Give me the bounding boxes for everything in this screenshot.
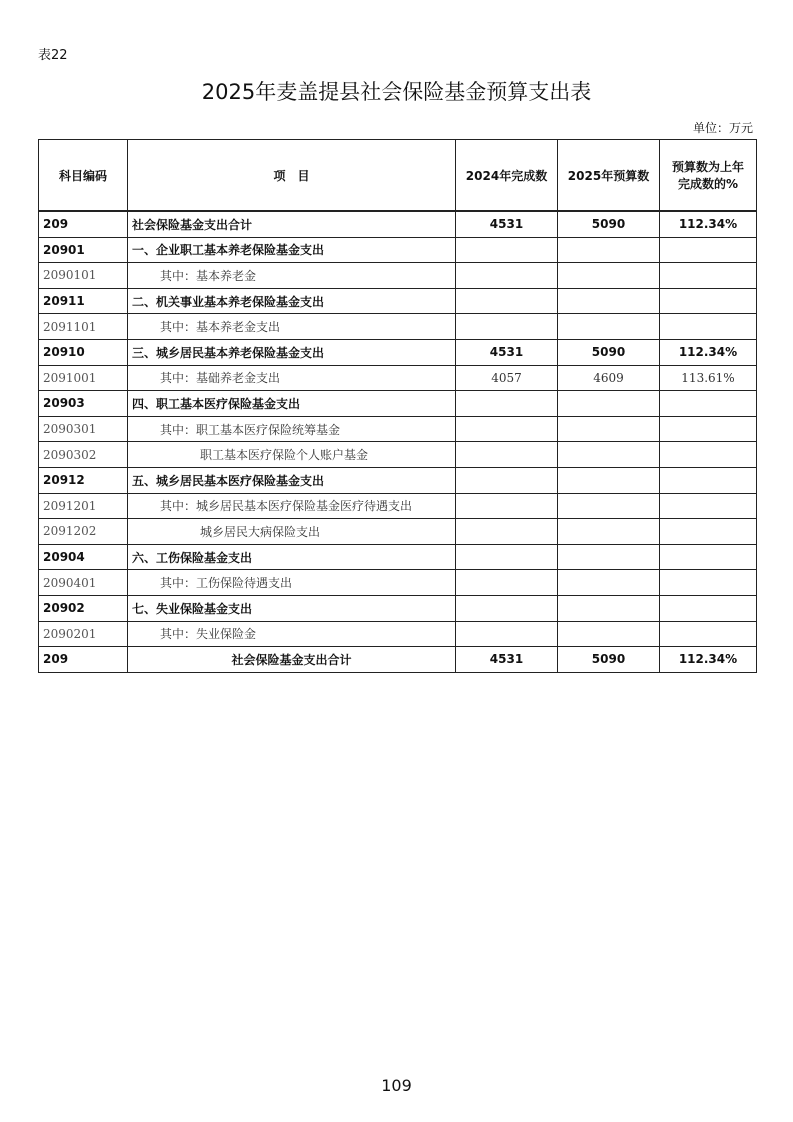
row-budget-2025: [558, 314, 660, 340]
table-row: [39, 595, 757, 621]
row-item: 其中：职工基本医疗保险统筹基金: [128, 416, 456, 442]
row-item: 其中：工伤保险待遇支出: [128, 570, 456, 596]
row-code: 20901: [39, 237, 128, 263]
budget-table: [38, 139, 757, 673]
row-budget-2025: [558, 544, 660, 570]
row-completed-2024: 4057: [456, 365, 558, 391]
row-item: 三、城乡居民基本养老保险基金支出: [128, 339, 456, 365]
row-budget-2025: [558, 416, 660, 442]
row-code: 209: [39, 211, 128, 237]
row-ratio: [660, 570, 757, 596]
row-ratio: [660, 493, 757, 519]
table-row: [39, 263, 757, 289]
row-code: 2090401: [39, 570, 128, 596]
table-row: [39, 365, 757, 391]
row-item: 其中：基本养老金支出: [128, 314, 456, 340]
row-budget-2025: [558, 391, 660, 417]
row-completed-2024: [456, 493, 558, 519]
row-item: 其中：城乡居民基本医疗保险基金医疗待遇支出: [128, 493, 456, 519]
row-budget-2025: 5090: [558, 339, 660, 365]
row-budget-2025: [558, 519, 660, 545]
row-budget-2025: 4609: [558, 365, 660, 391]
page-title: 2025年麦盖提县社会保险基金预算支出表: [201, 80, 592, 104]
row-code: 2090302: [39, 442, 128, 468]
row-budget-2025: 5090: [558, 647, 660, 673]
row-item: 二、机关事业基本养老保险基金支出: [128, 288, 456, 314]
table-row: [39, 391, 757, 417]
row-completed-2024: [456, 288, 558, 314]
row-ratio: [660, 314, 757, 340]
row-completed-2024: [456, 621, 558, 647]
row-completed-2024: [456, 391, 558, 417]
row-code: 209: [39, 647, 128, 673]
table-row: [39, 570, 757, 596]
table-row: [39, 467, 757, 493]
row-budget-2025: [558, 288, 660, 314]
row-code: 2091201: [39, 493, 128, 519]
header-item: 项 目: [128, 140, 456, 212]
row-completed-2024: 4531: [456, 339, 558, 365]
row-completed-2024: [456, 519, 558, 545]
row-code: 20902: [39, 595, 128, 621]
header-budget-2025: 2025年预算数: [558, 140, 660, 212]
page-number: 109: [381, 1076, 412, 1095]
row-ratio: 112.34%: [660, 647, 757, 673]
row-completed-2024: [456, 595, 558, 621]
row-completed-2024: [456, 570, 558, 596]
row-item: 其中：基本养老金: [128, 263, 456, 289]
row-item: 其中：失业保险金: [128, 621, 456, 647]
row-completed-2024: [456, 237, 558, 263]
row-ratio: 112.34%: [660, 339, 757, 365]
row-code: 20912: [39, 467, 128, 493]
row-item: 社会保险基金支出合计: [128, 647, 456, 673]
row-ratio: [660, 467, 757, 493]
row-budget-2025: [558, 442, 660, 468]
row-completed-2024: [456, 416, 558, 442]
row-budget-2025: [558, 570, 660, 596]
row-item: 职工基本医疗保险个人账户基金: [128, 442, 456, 468]
row-code: 20910: [39, 339, 128, 365]
row-item: 七、失业保险基金支出: [128, 595, 456, 621]
row-budget-2025: [558, 237, 660, 263]
header-row: [39, 140, 757, 212]
row-budget-2025: 5090: [558, 211, 660, 237]
table-row: [39, 493, 757, 519]
row-ratio: [660, 237, 757, 263]
table-row: [39, 647, 757, 673]
row-budget-2025: [558, 493, 660, 519]
row-completed-2024: [456, 544, 558, 570]
row-ratio: [660, 391, 757, 417]
unit-label: 单位：万元: [692, 121, 753, 135]
row-ratio: 113.61%: [660, 365, 757, 391]
row-code: 2090301: [39, 416, 128, 442]
row-item: 城乡居民大病保险支出: [128, 519, 456, 545]
row-item: 四、职工基本医疗保险基金支出: [128, 391, 456, 417]
row-ratio: [660, 288, 757, 314]
table-row: [39, 519, 757, 545]
table-row: [39, 544, 757, 570]
row-ratio: [660, 621, 757, 647]
row-budget-2025: [558, 595, 660, 621]
header-ratio: 预算数为上年完成数的%: [660, 140, 757, 212]
row-item: 其中：基础养老金支出: [128, 365, 456, 391]
row-code: 2091202: [39, 519, 128, 545]
row-budget-2025: [558, 467, 660, 493]
row-code: 2090201: [39, 621, 128, 647]
row-code: 2091001: [39, 365, 128, 391]
row-budget-2025: [558, 263, 660, 289]
table-row: [39, 339, 757, 365]
header-completed-2024: 2024年完成数: [456, 140, 558, 212]
row-item: 五、城乡居民基本医疗保险基金支出: [128, 467, 456, 493]
table-row: [39, 621, 757, 647]
row-completed-2024: [456, 314, 558, 340]
row-item: 六、工伤保险基金支出: [128, 544, 456, 570]
row-completed-2024: [456, 263, 558, 289]
row-budget-2025: [558, 621, 660, 647]
table-row: [39, 237, 757, 263]
row-ratio: [660, 263, 757, 289]
row-completed-2024: 4531: [456, 647, 558, 673]
table-row: [39, 442, 757, 468]
row-code: 20904: [39, 544, 128, 570]
table-row: [39, 211, 757, 237]
row-completed-2024: 4531: [456, 211, 558, 237]
row-code: 2090101: [39, 263, 128, 289]
row-ratio: [660, 595, 757, 621]
table-row: [39, 314, 757, 340]
row-completed-2024: [456, 467, 558, 493]
row-ratio: [660, 442, 757, 468]
row-code: 20903: [39, 391, 128, 417]
row-ratio: 112.34%: [660, 211, 757, 237]
row-item: 一、企业职工基本养老保险基金支出: [128, 237, 456, 263]
table-row: [39, 416, 757, 442]
table-number: 表22: [38, 48, 68, 63]
row-code: 20911: [39, 288, 128, 314]
row-ratio: [660, 416, 757, 442]
table-row: [39, 288, 757, 314]
row-completed-2024: [456, 442, 558, 468]
row-item: 社会保险基金支出合计: [128, 211, 456, 237]
row-ratio: [660, 544, 757, 570]
header-code: 科目编码: [39, 140, 128, 212]
row-ratio: [660, 519, 757, 545]
row-code: 2091101: [39, 314, 128, 340]
